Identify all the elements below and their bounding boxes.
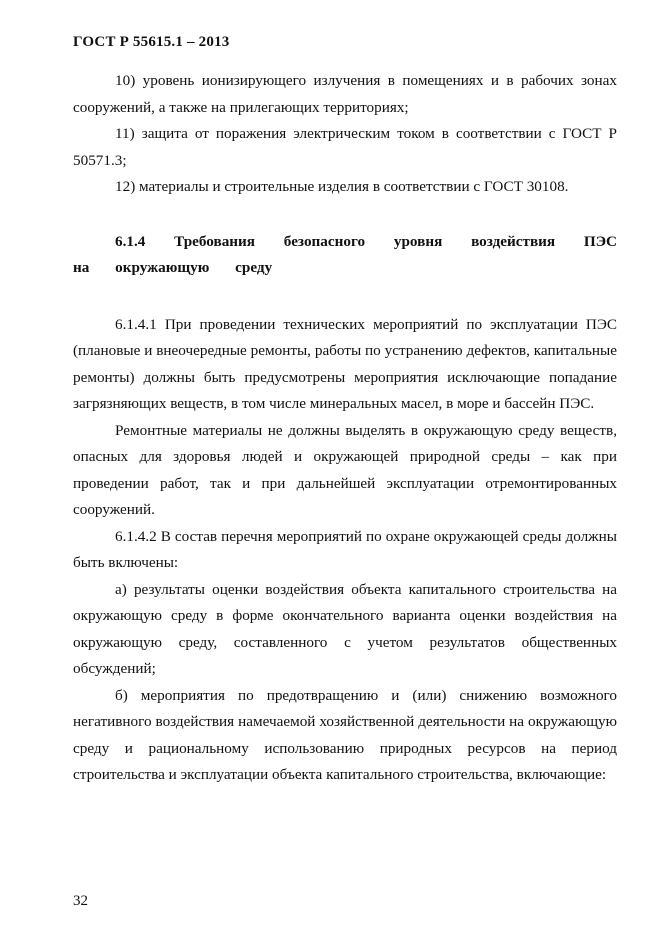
spacer <box>73 282 617 312</box>
list-item-a: а) результаты оценки воздействия объекта капитального строительства на окружающую среду в форме окончательного варианта оценки воздействия на окружающую среду, составленного с учетом результатов общественных обсуждений; <box>73 580 617 677</box>
document-body <box>73 68 617 789</box>
list-item-10: 10) уровень ионизирующего излучения в помещениях и в рабочих зонах сооружений, а также на прилегающих территориях; <box>73 72 617 116</box>
paragraph-6-1-4-2: 6.1.4.2 В состав перечня мероприятий по охране окружающей среды должны быть включены: <box>73 527 617 571</box>
list-item-11: 11) защита от поражения электрическим током в соответствии с ГОСТ Р 50571.3; <box>73 125 617 169</box>
spacer <box>73 201 617 229</box>
document-header: ГОСТ Р 55615.1 – 2013 <box>73 34 230 50</box>
paragraph-6-1-4-1: 6.1.4.1 При проведении технических мероприятий по эксплуатации ПЭС (плановые и внеочередные ремонты, работы по устранению дефектов, капитальные ремонты) должны быть предусмотрены мероприятия исключающие попадание загрязняющих веществ, в том числе минеральных масел, в море и бассейн ПЭС. <box>73 315 617 412</box>
section-heading: 6.1.4 Требования безопасного уровня воздействия ПЭС на окружающую среду <box>73 232 617 276</box>
paragraph-repair-materials: Ремонтные материалы не должны выделять в окружающую среду веществ, опасных для здоровья людей и окружающей природной среды – как при проведении работ, так и при дальнейшей эксплуатации отремонтированных сооружений. <box>73 421 617 518</box>
page-number: 32 <box>73 893 88 909</box>
list-item-b: б) мероприятия по предотвращению и (или) снижению возможного негативного воздействия намечаемой хозяйственной деятельности на окружающую среду и рациональному использованию природных ресурсов на период строительства и эксплуатации объекта капитального строительства, включающие: <box>73 686 617 783</box>
list-item-12: 12) материалы и строительные изделия в соответствии с ГОСТ 30108. <box>115 178 569 195</box>
